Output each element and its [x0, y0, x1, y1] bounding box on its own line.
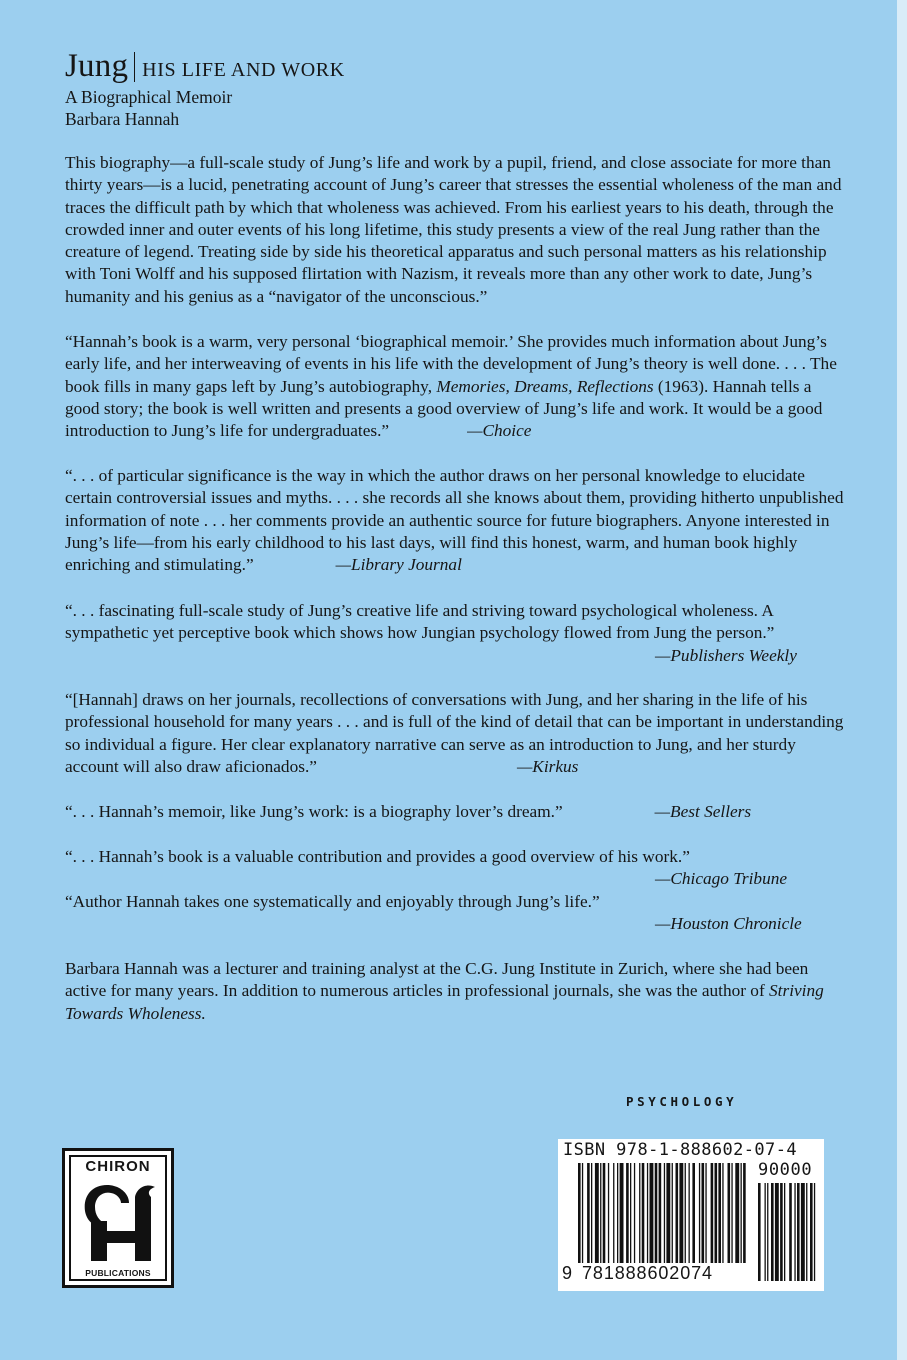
review-kirkus [65, 689, 845, 778]
review-choice [65, 331, 845, 442]
barcode-addon-digits: 90000 [758, 1160, 813, 1180]
barcode-bar [685, 1163, 686, 1263]
barcode-addon-bar [780, 1183, 783, 1281]
barcode-addon-bar [784, 1183, 785, 1281]
title [65, 48, 845, 86]
barcode-addon-bar [794, 1183, 795, 1281]
barcode-bar [672, 1163, 673, 1263]
barcode-bar [743, 1163, 746, 1263]
barcode-addon-bar [767, 1183, 768, 1281]
subtitle: A Biographical Memoir [65, 87, 233, 107]
barcode-bar [689, 1163, 690, 1263]
review-text: “Hannah’s book is a warm, very personal ‘biographical memoir.’ She provides much information about Jung’s early life, and her interweaving of events in his life with the development of Jung’s theory is well done. . . . The book fills in many gaps left by Jung’s autobiography, [65, 332, 837, 396]
bio-book-title: Striving Towards Wholeness. [65, 981, 824, 1023]
barcode-addon-bar [765, 1183, 766, 1281]
barcode-bar [587, 1163, 590, 1263]
review-source: —Kirkus [516, 756, 579, 776]
barcode-bar [626, 1163, 629, 1263]
review-best-sellers [65, 801, 845, 823]
barcode-addon-bar [758, 1183, 761, 1281]
title-main: Jung [65, 48, 129, 84]
barcode-addon-bar [801, 1183, 805, 1281]
chiron-publisher-logo [62, 1148, 174, 1288]
barcode-bar [655, 1163, 658, 1263]
barcode-bar [613, 1163, 614, 1263]
review-houston-chronicle [65, 891, 845, 936]
barcode-bar [728, 1163, 731, 1263]
barcode-bar [650, 1163, 654, 1263]
author: Barbara Hannah [65, 109, 180, 129]
review-library-journal [65, 465, 845, 576]
barcode-addon-bar [771, 1183, 774, 1281]
barcode-bar [595, 1163, 599, 1263]
barcode-bar [735, 1163, 739, 1263]
barcode-addon-bar [814, 1183, 815, 1281]
barcode-bar [702, 1163, 705, 1263]
logo-name: CHIRON [85, 1158, 151, 1175]
barcode-first-digit: 9 [562, 1263, 573, 1283]
cover-edge [897, 0, 907, 1360]
barcode-addon-bar [810, 1183, 813, 1281]
barcode-bar [620, 1163, 624, 1263]
title-sub: HIS LIFE AND WORK [142, 59, 345, 81]
barcode-bar [582, 1163, 583, 1263]
barcode-addon-bar [806, 1183, 807, 1281]
review-publishers-weekly [65, 600, 845, 667]
barcode-bar [676, 1163, 679, 1263]
back-cover [65, 48, 845, 1023]
barcode-bar [639, 1163, 640, 1263]
barcode-bar [741, 1163, 742, 1263]
barcode-bar [664, 1163, 665, 1263]
barcode-bar [630, 1163, 631, 1263]
isbn-barcode [558, 1139, 824, 1291]
review-source: —Houston Chronicle [655, 914, 802, 934]
barcode-bar [711, 1163, 714, 1263]
barcode-bar [715, 1163, 718, 1263]
review-source: —Chicago Tribune [655, 869, 788, 889]
review-text: “. . . Hannah’s memoir, like Jung’s work: is a biography lover’s dream.” [65, 802, 563, 821]
review-text: “. . . fascinating full-scale study of Jung’s creative life and striving toward psychological wholeness. A sympathetic yet perceptive book which shows how Jungian psychology flowed from Jung the person.” [65, 601, 775, 643]
barcode-bar [679, 1163, 683, 1263]
review-source: —Best Sellers [654, 802, 752, 821]
bio-text: Barbara Hannah was a lecturer and training analyst at the C.G. Jung Institute in Zurich, where she had been active for many years. In addition to numerous articles in professional journals, she was the author of [65, 959, 809, 1001]
barcode-bar [642, 1163, 645, 1263]
review-text: “. . . Hannah’s book is a valuable contribution and provides a good overview of his work.” [65, 847, 690, 866]
category-label: PSYCHOLOGY [626, 1094, 738, 1109]
barcode-bar [699, 1163, 700, 1263]
centaur-emblem-icon [77, 1179, 165, 1263]
barcode-bar [634, 1163, 635, 1263]
barcode-addon-bar [775, 1183, 779, 1281]
barcode-bar [705, 1163, 706, 1263]
review-text: “Author Hannah takes one systematically and enjoyably through Jung’s life.” [65, 892, 600, 911]
review-chicago-tribune [65, 846, 845, 891]
barcode-addon-bar [797, 1183, 800, 1281]
barcode-bar [722, 1163, 723, 1263]
barcode-bar [659, 1163, 662, 1263]
barcode-bar [600, 1163, 601, 1263]
isbn-label: ISBN 978-1-888602-07-4 [563, 1140, 797, 1160]
review-text: “. . . of particular significance is the way in which the author draws on her personal knowledge to elucidate certain controversial issues and myths. . . . she records all she knows about them, providing hitherto unpublished information of note . . . her comments provide an authentic source for future biographers. Anyone interested in Jung’s life—from his early childhood to his last days, will find this honest, warm, and human book highly enriching and stimulating.” [65, 466, 844, 575]
barcode-bar [603, 1163, 606, 1263]
review-book-title: Memories, Dreams, Reflections [436, 376, 654, 396]
barcode-addon-bar [789, 1183, 792, 1281]
barcode-digits: 781888602074 [582, 1263, 713, 1283]
review-text: “[Hannah] draws on her journals, recollections of conversations with Jung, and her sharing in the life of his professional household for many years . . . and is full of the kind of detail that can be important in understanding so individual a figure. Her clear explanatory narrative can serve as an introduction to Jung, and her sturdy account will also draw aficionados.” [65, 690, 844, 776]
barcode-bar [608, 1163, 609, 1263]
review-text-end: (1963). Hannah tells a good story; the book is well written and presents a good overview of Jung’s life and work. It would be a good introduction to Jung’s life for undergraduates.” [65, 376, 823, 441]
book-description: This biography—a full-scale study of Jung’s life and work by a pupil, friend, and close associate for more than thirty years—is a lucid, penetrating account of Jung’s career that stresses the essential wholeness of the man and traces the difficult path by which that wholeness was achieved. From his earliest years to his death, through the crowded inner and outer events of his long lifetime, this study presents a view of the real Jung rather than the creature of legend. Treating side by side his theoretical apparatus and such personal matters as his relationship with Toni Wolff and his supposed flirtation with Nazism, it reveals more than any other work to date, Jung’s humanity and his genius as a “navigator of the unconscious.” [65, 153, 842, 306]
author-bio [65, 958, 845, 1025]
logo-subtitle: PUBLICATIONS [85, 1268, 151, 1278]
barcode-bar [666, 1163, 670, 1263]
logo-frame [69, 1155, 167, 1281]
barcode-bar [647, 1163, 648, 1263]
review-source: —Publishers Weekly [655, 645, 797, 665]
barcode-bar [731, 1163, 732, 1263]
barcode-bar [591, 1163, 592, 1263]
barcode-bar [692, 1163, 695, 1263]
review-source: —Library Journal [335, 555, 462, 575]
barcode-bar [578, 1163, 581, 1263]
title-divider [134, 52, 135, 82]
barcode-bar [617, 1163, 618, 1263]
barcode-bar [718, 1163, 721, 1263]
review-source: —Choice [467, 421, 532, 441]
